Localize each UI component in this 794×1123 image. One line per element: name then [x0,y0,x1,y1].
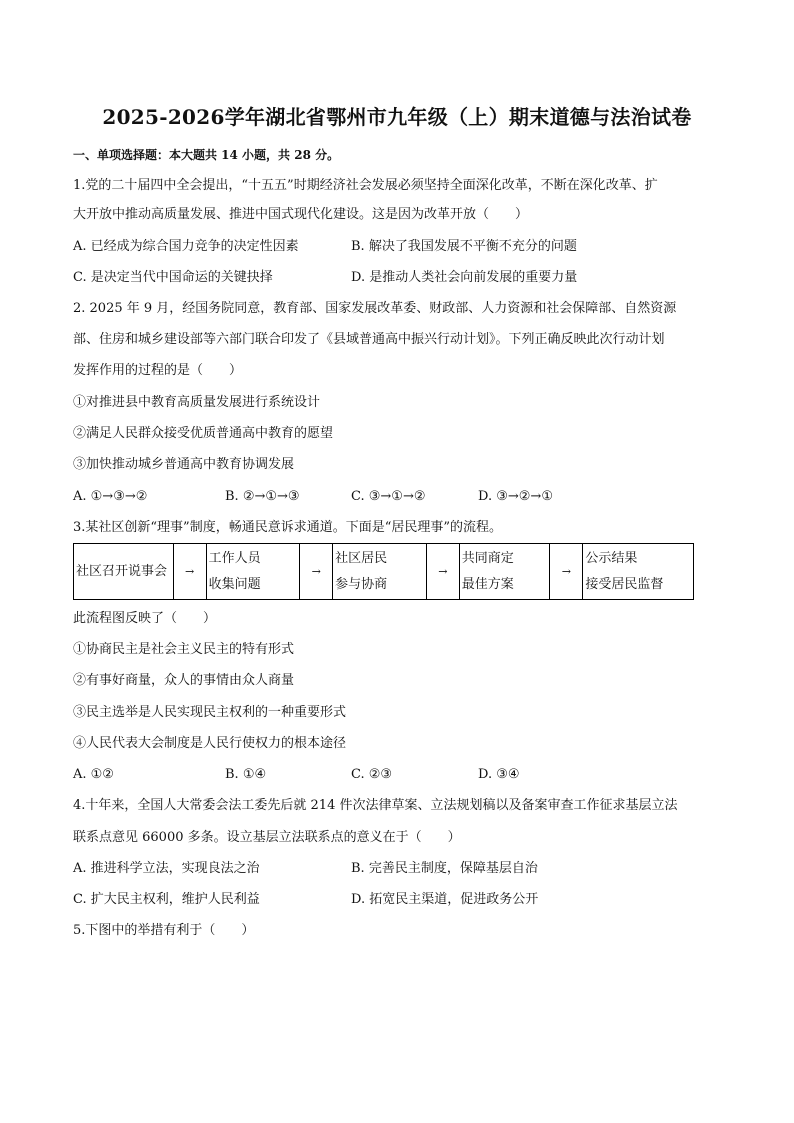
q2-option-b: B. ②→①→③ [225,489,300,504]
flow-arrow-4 [550,544,583,599]
flow-step-5-line-1: 公示结果 [585,551,638,566]
arrow-right-icon: → [185,564,195,578]
exam-title: 2025-2026学年湖北省鄂州市九年级（上）期末道德与法治试卷 [102,105,692,129]
process-flow-table [73,543,694,600]
flow-step-1 [74,544,174,599]
q3-option-b: B. ①④ [225,767,267,782]
flow-step-3-line-2: 参与协商 [335,577,388,592]
q1-option-d: D. 是推动人类社会向前发展的重要力量 [351,270,578,285]
q2-option-d: D. ③→②→① [478,489,553,504]
flow-step-2-line-1: 工作人员 [208,551,261,566]
flow-step-5 [583,544,693,599]
q1-option-a: A. 已经成为综合国力竞争的决定性因素 [73,239,299,254]
q4-line-2: 联系点意见 66000 多条。设立基层立法联系点的意义在于（ ） [73,830,461,845]
q3-statement-3: ③民主选举是人民实现民主权利的一种重要形式 [73,705,347,720]
q2-statement-3: ③加快推动城乡普通高中教育协调发展 [73,457,295,472]
arrow-right-icon: → [561,564,571,578]
q2-statement-1: ①对推进县中教育高质量发展进行系统设计 [73,395,321,410]
q3-option-d: D. ③④ [478,767,520,782]
q1-line-2: 大开放中推动高质量发展、推进中国式现代化建设。这是因为改革开放（ ） [73,207,529,222]
q2-line-3: 发挥作用的过程的是（ ） [73,363,243,378]
q3-option-c: C. ②③ [351,767,393,782]
flow-step-4-line-2: 最佳方案 [461,577,514,592]
q4-option-d: D. 拓宽民主渠道，促进政务公开 [351,892,539,907]
q3-prompt: 此流程图反映了（ ） [73,611,217,626]
arrow-right-icon: → [438,564,448,578]
flow-step-4-line-1: 共同商定 [461,551,514,566]
q1-line-1: 1.党的二十届四中全会提出，“十五五”时期经济社会发展必须坚持全面深化改革，不断在深化改革、扩 [73,178,658,193]
q3-statement-1: ①协商民主是社会主义民主的特有形式 [73,642,295,657]
q4-option-a: A. 推进科学立法，实现良法之治 [73,861,260,876]
flow-arrow-1 [174,544,207,599]
q5-line-1: 5.下图中的举措有利于（ ） [73,923,255,938]
q2-option-a: A. ①→③→② [73,489,148,504]
arrow-right-icon: → [311,564,321,578]
q4-option-c: C. 扩大民主权利，维护人民利益 [73,892,260,907]
q2-line-1: 2. 2025 年 9 月，经国务院同意，教育部、国家发展改革委、财政部、人力资源和社会保障部、自然资源 [73,301,677,316]
q3-statement-4: ④人民代表大会制度是人民行使权力的根本途径 [73,736,347,751]
q1-option-b: B. 解决了我国发展不平衡不充分的问题 [351,239,577,254]
q2-line-2: 部、住房和城乡建设部等六部门联合印发了《县域普通高中振兴行动计划》。下列正确反映此次行动计划 [73,332,665,347]
q4-option-b: B. 完善民主制度，保障基层自治 [351,861,538,876]
q3-intro: 3.某社区创新“理事”制度，畅通民意诉求通道。下面是“居民理事”的流程。 [73,520,502,535]
q3-option-a: A. ①② [73,767,114,782]
flow-step-3 [333,544,427,599]
q1-option-c: C. 是决定当代中国命运的关键抉择 [73,270,273,285]
flow-step-1-text: 社区召开说事会 [76,563,168,579]
flow-step-3-line-1: 社区居民 [335,551,388,566]
q2-statement-2: ②满足人民群众接受优质普通高中教育的愿望 [73,426,334,441]
q4-line-1: 4.十年来，全国人大常委会法工委先后就 214 件次法律草案、立法规划稿以及备案审查工作征求基层立法 [73,798,678,813]
flow-step-2 [207,544,301,599]
q2-option-c: C. ③→①→② [351,489,426,504]
flow-step-2-line-2: 收集问题 [208,577,261,592]
flow-arrow-2 [300,544,333,599]
q3-statement-2: ②有事好商量，众人的事情由众人商量 [73,673,295,688]
flow-arrow-3 [427,544,460,599]
section-heading: 一、单项选择题：本大题共 14 小题，共 28 分。 [73,148,340,162]
flow-step-5-line-2: 接受居民监督 [585,577,664,592]
flow-step-4 [460,544,551,599]
